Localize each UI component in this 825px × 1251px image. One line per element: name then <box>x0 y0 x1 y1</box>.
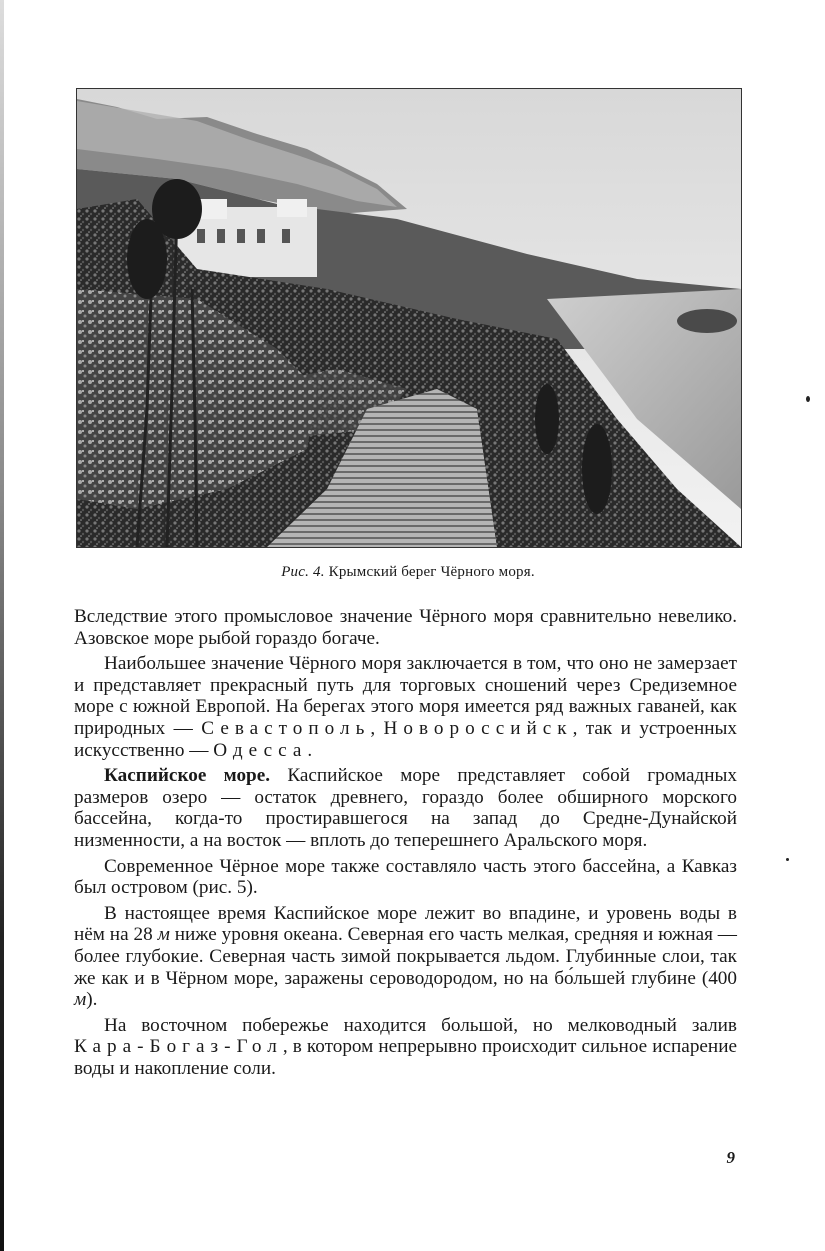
body-text <box>74 606 737 1083</box>
unit-meters-1: м <box>157 924 170 946</box>
scan-speck <box>806 396 810 402</box>
place-kara-bogaz-gol: Кара-Богаз-Гол <box>74 1036 283 1058</box>
unit-meters-2: м <box>74 989 87 1011</box>
city-novorossiysk: Новороссийск <box>383 717 573 739</box>
paragraph-6-text-b: , в котором непрерывно происходит сильное испарение воды и накопление соли. <box>74 1036 737 1079</box>
paragraph-3-text: Каспийское море представляет собой громадных размеров озеро — остаток древнего, гораздо более обширного морского бассейна, когда-то простиравшегося на запад до Средне-Дунайской низменности, а на восток — вплоть до теперешнего Аральского моря. <box>74 765 737 851</box>
paragraph-2-text-c: . <box>307 739 313 761</box>
paragraph-5-text-b: ниже уровня океана. Северная его часть мелкая, средняя и южная — более глубокие. Северная часть зимой покрывается льдом. Глубинные слои, так же как и в Чёрном море, заражены сероводородом, но на бо́льшей глубине (400 <box>74 924 737 989</box>
page-number: 9 <box>726 1148 735 1167</box>
figure-number: Рис. 4. <box>281 564 325 580</box>
paragraph-1-text: Вследствие этого промысловое значение Чёрного моря сравнительно невелико. Азовское море рыбой гораздо богаче. <box>74 606 737 649</box>
paragraph-2-separator: , <box>370 717 384 739</box>
paragraph-2-text-b: , так и устроенных искусственно — <box>74 717 738 761</box>
city-sevastopol: Севастополь <box>201 717 371 739</box>
paragraph-6-text-a: На восточном побережье находится большой, но мелководный залив <box>104 1014 737 1036</box>
figure-caption-text: Крымский берег Чёрного моря. <box>328 564 535 580</box>
city-odessa: Одесса <box>213 739 308 761</box>
paragraph-5-text-c: ). <box>86 989 98 1011</box>
paragraph-6 <box>74 1015 737 1080</box>
paragraph-5-text-a: В настоящее время Каспийское море лежит во впадине, и уровень воды в нём на 28 <box>74 902 737 946</box>
paragraph-2-text-a: Наибольшее значение Чёрного моря заключается в том, что оно не замерзает и представляет прекрасный путь для торговых сношений через Средиземное море с южной Европой. На берегах этого моря имеется ряд важных гаваней, как природных — <box>74 653 737 739</box>
paragraph-3 <box>74 765 737 851</box>
figure-caption <box>76 564 740 581</box>
photo-illustration <box>77 89 741 547</box>
paragraph-4 <box>74 856 737 899</box>
page-binding-edge <box>0 0 4 1251</box>
scan-speck <box>786 858 789 861</box>
paragraph-1 <box>74 606 737 649</box>
paragraph-5 <box>74 903 737 1011</box>
section-heading-caspian-sea: Каспийское море. <box>104 765 271 787</box>
paragraph-4-text: Современное Чёрное море также составляло часть этого бассейна, а Кавказ был островом (рис. 5). <box>74 855 737 899</box>
figure-photo-crimean-coast <box>76 88 742 548</box>
paragraph-2 <box>74 653 737 761</box>
